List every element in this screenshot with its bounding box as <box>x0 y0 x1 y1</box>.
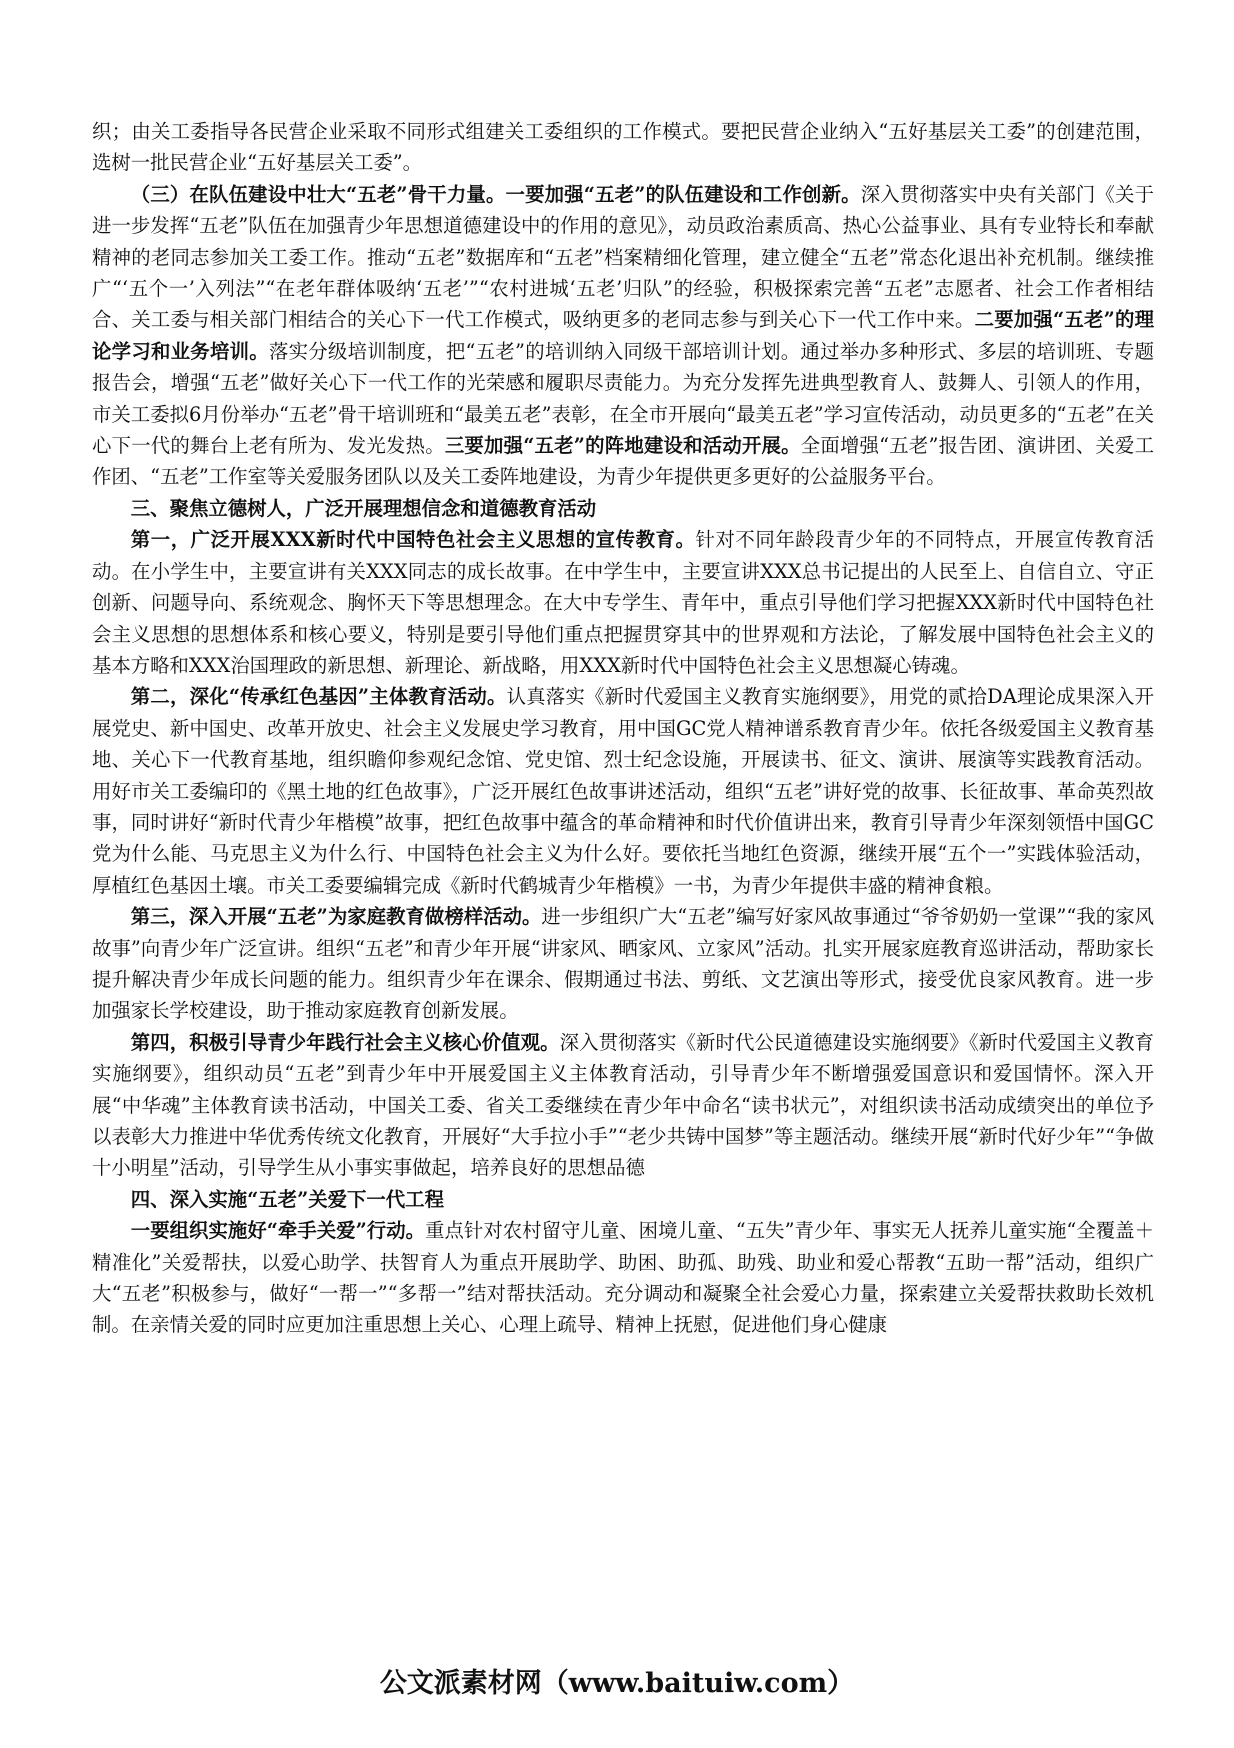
para-2-text-a: 深入贯彻落实中央有关部门《关于进一步发挥“五老”队伍在加强青少年思想道德建设中的作用的意见》，动员政治素质高、热心公益事业、具有专业特长和奉献精神的老同志参加关工委工作。推动“五老”数据库和“五老”档案精细化管理，建立健全“五老”常态化退出补充机制。继续推广“‘五个一’入列法”“在老年群体吸纳‘五老’”“农村进城‘五老’归队”的经验，积极探索完善“五老”志愿者、社会工作者相结合、关工委与相关部门相结合的关心下一代工作模式，吸纳更多的老同志参与到关心下一代工作中来。 <box>92 182 1154 332</box>
para-care-action-heading: 一要组织实施好“牵手关爱”行动。 <box>130 1219 426 1243</box>
footer-watermark: 公文派素材网（www.baituiw.com） <box>379 1668 855 1699</box>
para-care-action-text: 重点针对农村留守儿童、困境儿童、“五失”青少年、事实无人抚养儿童实施“全覆盖＋精准化”关爱帮扶，以爱心助学、扶智育人为重点开展助学、助困、助孤、助残、助业和爱心帮教“五助一帮”活动，组织广大“五老”积极参与，做好“一帮一”“多帮一”结对帮扶活动。充分调动和凝聚全社会爱心力量，探索建立关爱帮扶救助长效机制。在亲情关爱的同时应更加注重思想上关心、心理上疏导、精神上抚慰，促进他们身心健康 <box>92 1219 1154 1337</box>
para-fourth-text: 深入贯彻落实《新时代公民道德建设实施纲要》《新时代爱国主义教育实施纲要》，组织动员“五老”到青少年中开展爱国主义主体教育活动，引导青少年不断增强爱国意识和爱国情怀。深入开展“中华魂”主体教育读书活动，中国关工委、省关工委继续在青少年中命名“读书状元”，对组织读书活动成绩突出的单位予以表彰大力推进中华优秀传统文化教育，开展好“大手拉小手”“老少共铸中国梦”等主题活动。继续开展“新时代好少年”“争做十小明星”活动，引导学生从小事实事做起，培养良好的思想品德 <box>92 1030 1154 1180</box>
para-2-text-b: 落实分级培训制度，把“五老”的培训纳入同级干部培训计划。通过举办多种形式、多层的培训班、专题报告会，增强“五老”做好关心下一代工作的光荣感和履职尽责能力。为充分发挥先进典型教育人、鼓舞人、引领人的作用，市关工委拟6月份举办“五老”骨干培训班和“最美五老”表彰，在全市开展向“最美五老”学习宣传活动，动员更多的“五老”在关心下一代的舞台上老有所为、发光发热。 <box>92 339 1155 458</box>
section-3-heading-text: 三、聚焦立德树人，广泛开展理想信念和道德教育活动 <box>130 496 597 520</box>
document-body <box>92 116 1154 1341</box>
para-fourth <box>92 1027 1154 1184</box>
para-1 <box>92 116 1154 179</box>
para-third-heading: 第三，深入开展“五老”为家庭教育做榜样活动。 <box>130 905 542 929</box>
para-first-text: 针对不同年龄段青少年的不同特点，开展宣传教育活动。在小学生中，主要宣讲有关XXX同志的成长故事。在中学生中，主要宣讲XXX总书记提出的人民至上、自信自立、守正创新、问题导向、系统观念、胸怀天下等思想理念。在大中专学生、青年中，重点引导他们学习把握XXX新时代中国特色社会主义思想的思想体系和核心要义，特别是要引导他们重点把握贯穿其中的世界观和方法论，了解发展中国特色社会主义的基本方略和XXX治国理政的新思想、新理论、新战略，用XXX新时代中国特色社会主义思想凝心铸魂。 <box>92 528 1155 677</box>
para-first <box>92 524 1154 681</box>
para-first-heading: 第一，广泛开展XXX新时代中国特色社会主义思想的宣传教育。 <box>130 528 696 552</box>
para-second-heading: 第二，深化“传承红色基因”主体教育活动。 <box>130 685 507 709</box>
para-2-subheading-b: 二要加强“五老”的理论学习和业务培训。 <box>92 308 1155 363</box>
para-fourth-heading: 第四，积极引导青少年践行社会主义核心价值观。 <box>130 1030 560 1054</box>
section-4-heading <box>92 1184 1154 1215</box>
section-3-heading <box>92 493 1154 524</box>
para-2 <box>92 179 1154 493</box>
para-2-subheading-c: 三要加强“五老”的阵地建设和活动开展。 <box>444 434 801 458</box>
para-third-text: 进一步组织广大“五老”编写好家风故事通过“爷爷奶奶一堂课”“我的家风故事”向青少年广泛宣讲。组织“五老”和青少年开展“讲家风、晒家风、立家风”活动。扎实开展家庭教育巡讲活动，帮助家长提升解决青少年成长问题的能力。组织青少年在课余、假期通过书法、剪纸、文艺演出等形式，接受优良家风教育。进一步加强家长学校建设，助于推动家庭教育创新发展。 <box>92 905 1154 1023</box>
para-third <box>92 901 1154 1027</box>
para-second-text: 认真落实《新时代爱国主义教育实施纲要》，用党的贰拾DA理论成果深入开展党史、新中国史、改革开放史、社会主义发展史学习教育，用中国GC党人精神谱系教育青少年。依托各级爱国主义教育基地、关心下一代教育基地，组织瞻仰参观纪念馆、党史馆、烈士纪念设施，开展读书、征文、演讲、展演等实践教育活动。用好市关工委编印的《黑土地的红色故事》，广泛开展红色故事讲述活动，组织“五老”讲好党的故事、长征故事、革命英烈故事，同时讲好“新时代青少年楷模”故事，把红色故事中蕴含的革命精神和时代价值讲出来，教育引导青少年深刻领悟中国GC党为什么能、马克思主义为什么行、中国特色社会主义为什么好。要依托当地红色资源，继续开展“五个一”实践体验活动，厚植红色基因土壤。市关工委要编辑完成《新时代鹤城青少年楷模》一书，为青少年提供丰盛的精神食粮。 <box>92 685 1154 897</box>
para-1-text: 织；由关工委指导各民营企业采取不同形式组建关工委组织的工作模式。要把民营企业纳入“五好基层关工委”的创建范围，选树一批民营企业“五好基层关工委”。 <box>92 120 1154 175</box>
para-2-heading: （三）在队伍建设中壮大“五老”骨干力量。一要加强“五老”的队伍建设和工作创新。 <box>130 182 861 206</box>
para-care-action <box>92 1215 1154 1341</box>
para-second <box>92 681 1154 901</box>
para-2-text-c: 全面增强“五老”报告团、演讲团、关爱工作团、“五老”工作室等关爱服务团队以及关工委阵地建设，为青少年提供更多更好的公益服务平台。 <box>92 434 1154 489</box>
section-4-heading-text: 四、深入实施“五老”关爱下一代工程 <box>130 1187 444 1211</box>
